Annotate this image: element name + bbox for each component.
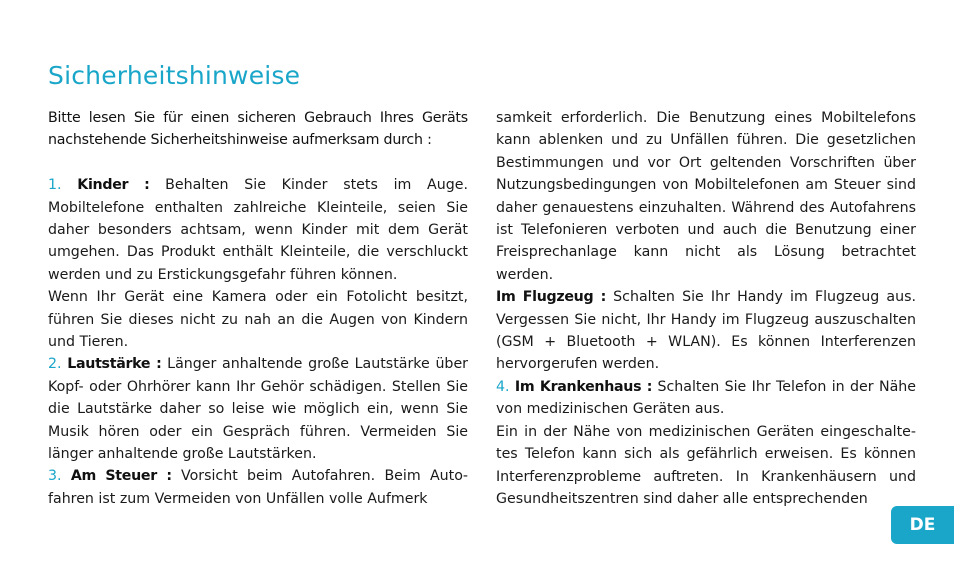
section-number: 4. (496, 378, 510, 395)
section-label: Lautstärke : (67, 356, 162, 373)
section-text: Länger anhaltende große Lautstärke über Kopf- oder Ohrhörer kann Ihr Gehör schädigen. Stellen Sie die Lautstärke daher so leise wie möglich ein, wenn Sie Musik hören oder ein Gespräch führen. Vermeiden Sie länger anhaltende große Lautstärken. (48, 356, 468, 463)
section-text: Vorsicht beim Autofahren. Beim Autofahren ist zum Vermeiden von Unfällen volle Aufmerk (48, 468, 469, 507)
section-text: Behalten Sie Kinder stets im Auge. Mobiltelefone enthalten zahlreiche Kleinteile, seien Sie daher besonders achtsam, wenn Kinder mit dem Gerät umgehen. Das Produkt enthält Kleinteile, die verschluckt werden und zu Erstickungsgefahr führen können. (48, 177, 468, 283)
section-label: Am Steuer : (70, 468, 172, 485)
section-text: Schalten Sie Ihr Telefon in der Nähe von medizinischen Geräten aus. (496, 378, 916, 418)
section-text: Schalten Sie Ihr Handy im Flugzeug aus. Vergessen Sie nicht, Ihr Handy im Flugzeug auszuschalten (GSM + Bluetooth + WLAN). Es können Interferenzen hervorgerufen werden. (496, 289, 916, 373)
section-kinder-camera: Wenn Ihr Gerät eine Kamera oder ein Fotolicht besitzt, führen Sie dieses nicht zu nah an die Augen von Kindern und Tieren. (48, 289, 468, 351)
section-flugzeug (496, 286, 916, 376)
section-lautstaerke (48, 353, 468, 465)
section-number: 2. (48, 356, 62, 373)
left-column (48, 107, 468, 510)
language-badge: DE (891, 506, 954, 544)
right-column (496, 107, 916, 510)
section-label: Kinder : (77, 177, 150, 194)
section-kinder (48, 174, 468, 286)
page-title: Sicherheitshinweise (48, 60, 301, 90)
section-krankenhaus-details: Ein in der Nähe von medizinischen Geräten eingeschaltetes Telefon kann sich als gefährlich erweisen. Es können Interferenzprobleme auftreten. In Krankenhäusern und Gesundheitszentren sind daher alle entsprechenden (496, 423, 916, 507)
section-label: Im Flugzeug : (496, 289, 606, 306)
section-steuer-continued: samkeit erforderlich. Die Benutzung eines Mobiltelefons kann ablenken und zu Unfällen führen. Die gesetzlichen Bestimmungen und vor Ort geltenden Vorschriften über Nutzungsbedingungen von Mobiltelefonen am Steuer sind daher genauestens einzuhalten. Während des Autofahrens ist Telefonieren verboten und auch die Benutzung einer Freisprechanlage kann nicht als Lösung betrachtet werden. (496, 110, 916, 283)
section-number: 1. (48, 177, 62, 194)
section-krankenhaus (496, 376, 916, 421)
intro-text: Bitte lesen Sie für einen sicheren Gebrauch Ihres Geräts nachstehende Sicherheitshinweise aufmerksam durch : (48, 110, 468, 149)
section-label: Im Krankenhaus : (514, 378, 653, 395)
section-number: 3. (48, 468, 62, 485)
section-steuer (48, 465, 468, 510)
